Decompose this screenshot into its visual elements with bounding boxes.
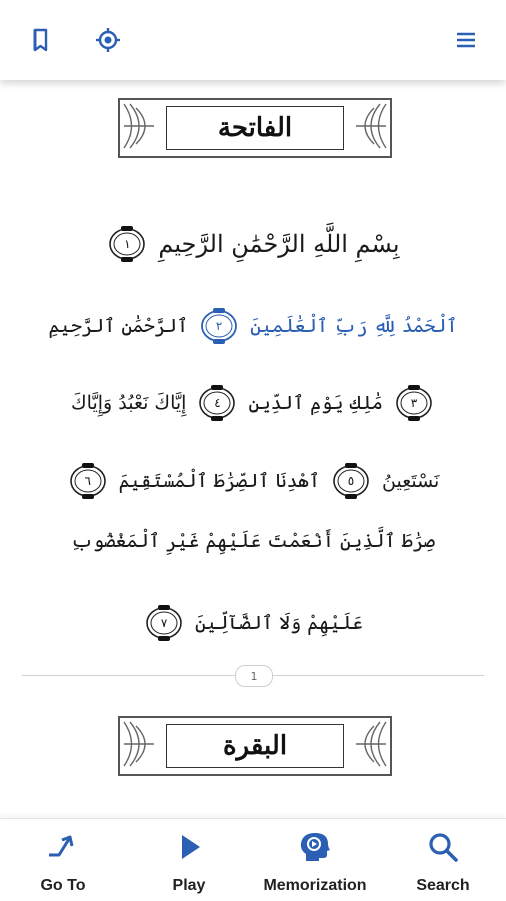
ayah-text[interactable]: ٱهْدِنَا ٱلصِّرَٰطَ ٱلْمُسْتَقِيمَ bbox=[118, 470, 320, 492]
ayah-line-4 bbox=[30, 460, 476, 502]
ayah-marker[interactable]: ٦ bbox=[67, 460, 109, 502]
surah-title: الفاتحة bbox=[166, 106, 344, 150]
nav-memorization-button[interactable] bbox=[252, 819, 378, 901]
ayah-text[interactable]: نَسْتَعِينُ bbox=[382, 470, 440, 492]
surah-header-banner bbox=[118, 716, 392, 776]
ayah-text[interactable]: مَٰلِكِ يَوْمِ ٱلدِّينِ bbox=[248, 392, 383, 414]
ayah-text[interactable]: إِيَّاكَ نَعْبُدُ وَإِيَّاكَ bbox=[71, 392, 187, 414]
nav-play-button[interactable] bbox=[126, 819, 252, 901]
surah-title: البقرة bbox=[166, 724, 344, 768]
memorization-head-icon bbox=[297, 829, 333, 865]
bismillah-text[interactable]: بِسْمِ اللَّهِ الرَّحْمَٰنِ الرَّحِيمِ bbox=[158, 230, 400, 258]
ayah-marker-active[interactable]: ٢ bbox=[198, 305, 240, 347]
ayah-line-1 bbox=[30, 223, 476, 265]
bookmark-icon[interactable] bbox=[26, 26, 54, 54]
ayah-text-highlighted[interactable]: ٱلْحَمْدُ لِلَّهِ رَبِّ ٱلْعَٰلَمِينَ bbox=[250, 315, 458, 337]
ayah-marker[interactable]: ٤ bbox=[196, 382, 238, 424]
goto-arrow-icon bbox=[45, 829, 81, 865]
ayah-marker[interactable]: ١ bbox=[106, 223, 148, 265]
nav-search-button[interactable] bbox=[380, 819, 506, 901]
ayah-text[interactable]: صِرَٰطَ ٱلَّذِينَ أَنْعَمْتَ عَلَيْهِمْ غَيْرِ ٱلْمَغْضُوبِ bbox=[70, 530, 436, 552]
ayah-marker[interactable]: ٣ bbox=[393, 382, 435, 424]
ayah-line-2 bbox=[30, 305, 476, 347]
nav-play-label: Play bbox=[172, 877, 206, 894]
top-toolbar bbox=[0, 0, 506, 80]
mushaf-page bbox=[0, 80, 506, 818]
page-number-badge: 1 bbox=[235, 665, 273, 687]
ornament-left-icon bbox=[120, 100, 158, 152]
ornament-right-icon bbox=[352, 100, 390, 152]
menu-icon[interactable] bbox=[452, 26, 480, 54]
ayah-marker[interactable]: ٥ bbox=[330, 460, 372, 502]
ayah-line-3 bbox=[30, 382, 476, 424]
ayah-marker[interactable]: ٧ bbox=[143, 602, 185, 644]
ayah-text[interactable]: عَلَيْهِمْ وَلَا ٱلضَّآلِّينَ bbox=[195, 612, 363, 634]
ayah-line-5 bbox=[30, 530, 476, 552]
nav-search-label: Search bbox=[416, 877, 470, 894]
locate-icon[interactable] bbox=[94, 26, 122, 54]
ornament-left-icon bbox=[120, 718, 158, 770]
bottom-navigation bbox=[0, 818, 506, 901]
ayah-text[interactable]: ٱلرَّحْمَٰنِ ٱلرَّحِيمِ bbox=[48, 315, 189, 337]
nav-goto-label: Go To bbox=[40, 877, 86, 894]
surah-header-banner bbox=[118, 98, 392, 158]
ornament-right-icon bbox=[352, 718, 390, 770]
nav-memorization-label: Memorization bbox=[263, 877, 367, 894]
nav-goto-button[interactable] bbox=[0, 819, 126, 901]
search-icon bbox=[425, 829, 461, 865]
play-icon bbox=[171, 829, 207, 865]
ayah-line-6 bbox=[30, 602, 476, 644]
